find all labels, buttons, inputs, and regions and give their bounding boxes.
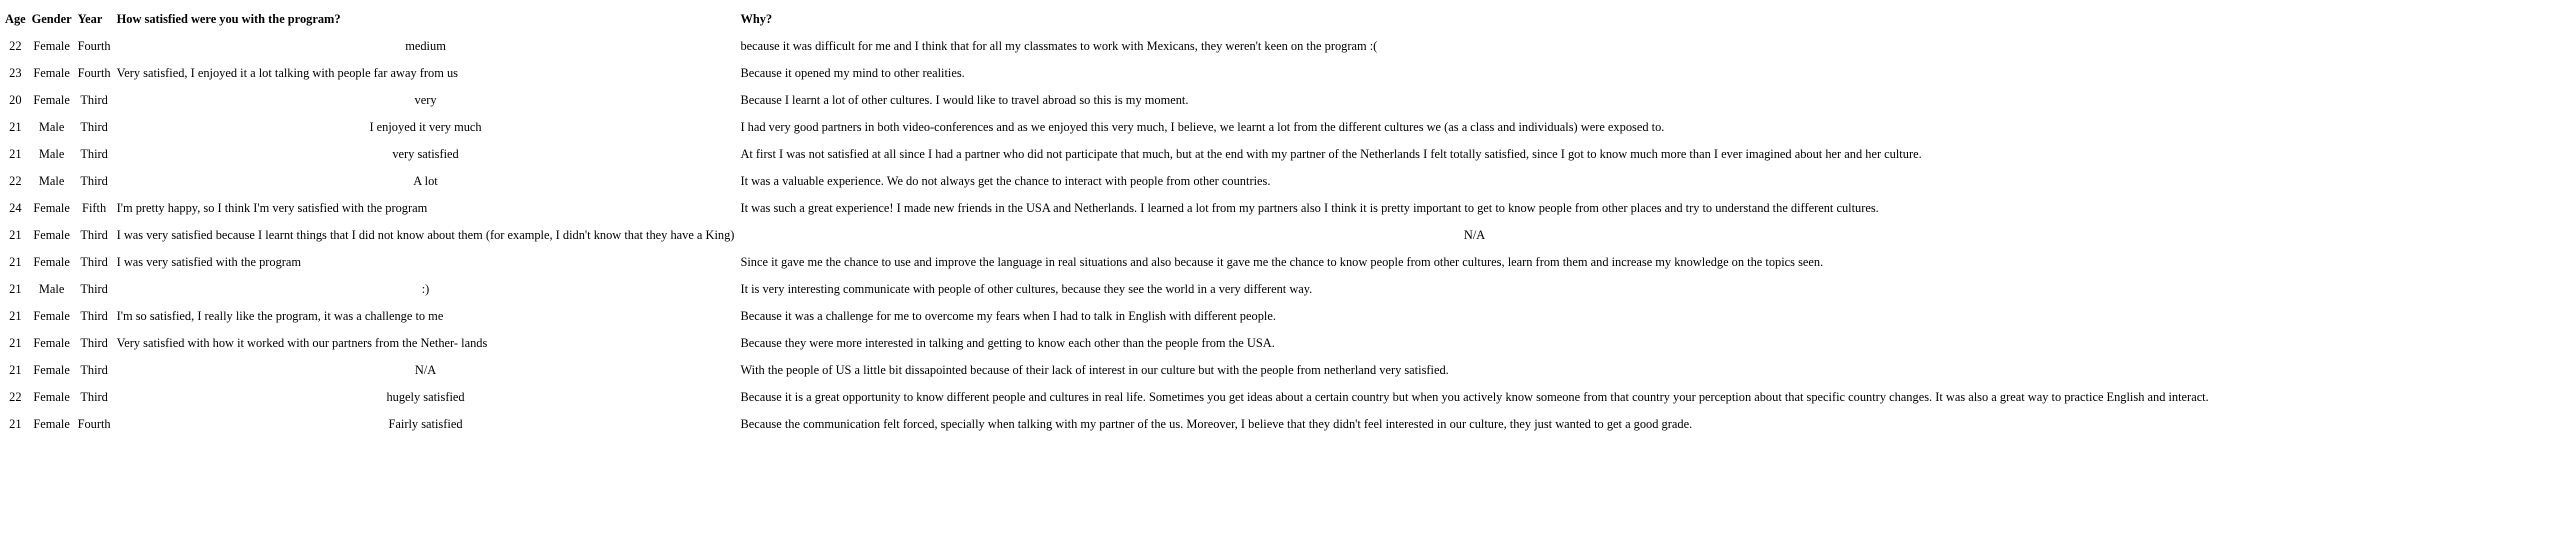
satisfaction-cell: I was very satisfied because I learnt things that I did not know about them (for example, I didn't know that they have a King)	[116, 228, 735, 242]
header-why: Why?	[740, 12, 773, 26]
why-cell: N/A	[1463, 228, 1486, 242]
year-cell: Third	[80, 255, 108, 269]
header-year: Year	[77, 12, 103, 26]
satisfaction-cell: I'm pretty happy, so I think I'm very satisfied with the program	[116, 201, 428, 215]
age-cell: 23	[9, 66, 22, 80]
table-row	[2, 195, 2212, 222]
gender-cell: Female	[33, 336, 70, 350]
year-cell: Fourth	[77, 66, 111, 80]
satisfaction-cell: Very satisfied with how it worked with our partners from the Nether- lands	[116, 336, 488, 350]
age-cell: 24	[9, 201, 22, 215]
satisfaction-cell: medium	[405, 39, 446, 53]
year-cell: Fourth	[77, 39, 111, 53]
table-row	[2, 60, 2212, 87]
why-cell: I had very good partners in both video-conferences and as we enjoyed this very much, I believe, we learnt a lot from the different cultures we (as a class and individuals) were exposed to.	[740, 120, 1665, 134]
gender-cell: Female	[33, 66, 70, 80]
satisfaction-cell: I'm so satisfied, I really like the program, it was a challenge to me	[116, 309, 444, 323]
gender-cell: Female	[33, 39, 70, 53]
gender-cell: Female	[33, 309, 70, 323]
table-row	[2, 141, 2212, 168]
table-row	[2, 222, 2212, 249]
age-cell: 21	[9, 228, 22, 242]
satisfaction-cell: Fairly satisfied	[388, 417, 463, 431]
year-cell: Third	[80, 174, 108, 188]
age-cell: 21	[9, 309, 22, 323]
year-cell: Fourth	[77, 417, 111, 431]
gender-cell: Male	[38, 174, 65, 188]
why-cell: It is very interesting communicate with people of other cultures, because they see the world in a very different way.	[740, 282, 1313, 296]
why-cell: At first I was not satisfied at all since I had a partner who did not participate that much, but at the end with my partner of the Netherlands I felt totally satisfied, since I got to know much more than I ever imagined about her and her culture.	[740, 147, 1922, 161]
gender-cell: Male	[38, 120, 65, 134]
why-cell: Because it is a great opportunity to know different people and cultures in real life. Sometimes you get ideas about a certain country but when you actively know someone from that country your perception about that specific country changes. It was also a great way to practice English and interact.	[740, 390, 2209, 404]
why-cell: With the people of US a little bit dissapointed because of their lack of interest in our culture but with the people from netherland very satisfied.	[740, 363, 1449, 377]
table-row	[2, 249, 2212, 276]
age-cell: 22	[9, 39, 22, 53]
table-row	[2, 87, 2212, 114]
survey-table	[2, 6, 2212, 438]
satisfaction-cell: :)	[421, 282, 430, 296]
gender-cell: Male	[38, 147, 65, 161]
gender-cell: Female	[33, 363, 70, 377]
table-row	[2, 384, 2212, 411]
age-cell: 21	[9, 417, 22, 431]
header-satisfaction: How satisfied were you with the program?	[116, 12, 341, 26]
gender-cell: Female	[33, 93, 70, 107]
header-row	[2, 6, 2212, 33]
table-row	[2, 276, 2212, 303]
year-cell: Third	[80, 336, 108, 350]
why-cell: Because they were more interested in talking and getting to know each other than the people from the USA.	[740, 336, 1275, 350]
year-cell: Third	[80, 309, 108, 323]
satisfaction-cell: very satisfied	[392, 147, 459, 161]
age-cell: 21	[9, 336, 22, 350]
header-gender: Gender	[31, 12, 72, 26]
table-body	[2, 33, 2212, 438]
gender-cell: Female	[33, 255, 70, 269]
year-cell: Third	[80, 390, 108, 404]
year-cell: Third	[80, 147, 108, 161]
table-row	[2, 330, 2212, 357]
gender-cell: Female	[33, 417, 70, 431]
satisfaction-cell: hugely satisfied	[386, 390, 465, 404]
age-cell: 22	[9, 174, 22, 188]
year-cell: Third	[80, 93, 108, 107]
table-row	[2, 303, 2212, 330]
why-cell: Because the communication felt forced, specially when talking with my partner of the us. Moreover, I believe that they didn't feel interested in our culture, they just wanted to get a good grade.	[740, 417, 1693, 431]
satisfaction-cell: Very satisfied, I enjoyed it a lot talking with people far away from us	[116, 66, 458, 80]
gender-cell: Male	[38, 282, 65, 296]
age-cell: 21	[9, 255, 22, 269]
age-cell: 21	[9, 120, 22, 134]
age-cell: 20	[9, 93, 22, 107]
age-cell: 21	[9, 147, 22, 161]
why-cell: It was such a great experience! I made new friends in the USA and Netherlands. I learned a lot from my partners also I think it is pretty important to get to know people from other places and try to understand the different cultures.	[740, 201, 1879, 215]
gender-cell: Female	[33, 228, 70, 242]
age-cell: 21	[9, 363, 22, 377]
why-cell: Because it opened my mind to other realities.	[740, 66, 965, 80]
satisfaction-cell: I enjoyed it very much	[369, 120, 482, 134]
table-header	[2, 6, 2212, 33]
satisfaction-cell: A lot	[413, 174, 438, 188]
table-row	[2, 114, 2212, 141]
year-cell: Third	[80, 282, 108, 296]
year-cell: Fifth	[82, 201, 107, 215]
satisfaction-cell: N/A	[414, 363, 437, 377]
why-cell: It was a valuable experience. We do not always get the chance to interact with people from other countries.	[740, 174, 1271, 188]
why-cell: because it was difficult for me and I think that for all my classmates to work with Mexicans, they weren't keen on the program :(	[740, 39, 1378, 53]
table-row	[2, 33, 2212, 60]
table-row	[2, 168, 2212, 195]
satisfaction-cell: very	[414, 93, 437, 107]
why-cell: Since it gave me the chance to use and improve the language in real situations and also because it gave me the chance to know people from other cultures, learn from them and increase my knowledge on the topics seen.	[740, 255, 1824, 269]
year-cell: Third	[80, 363, 108, 377]
year-cell: Third	[80, 120, 108, 134]
header-age: Age	[5, 12, 26, 26]
table-row	[2, 411, 2212, 438]
table-row	[2, 357, 2212, 384]
age-cell: 21	[9, 282, 22, 296]
why-cell: Because I learnt a lot of other cultures. I would like to travel abroad so this is my moment.	[740, 93, 1189, 107]
gender-cell: Female	[33, 201, 70, 215]
why-cell: Because it was a challenge for me to overcome my fears when I had to talk in English with different people.	[740, 309, 1276, 323]
gender-cell: Female	[33, 390, 70, 404]
satisfaction-cell: I was very satisfied with the program	[116, 255, 302, 269]
age-cell: 22	[9, 390, 22, 404]
year-cell: Third	[80, 228, 108, 242]
